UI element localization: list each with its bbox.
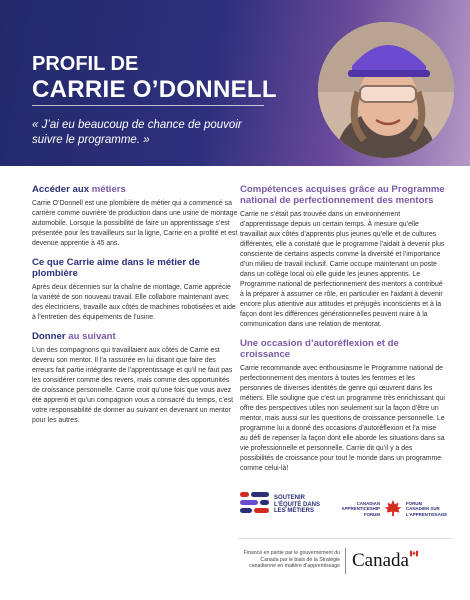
title-divider: [32, 105, 264, 106]
caf-line: CANADIAN: [356, 501, 380, 506]
paragraph-competences: Carrie ne s’était pas trouvée dans un environnement d’apprentissage depuis un certain temps. À mesure qu’elle travaillait aux côtés d’apprentis plus jeunes qu’elle et de cultures différentes, elle a constaté que le programme l’aidait à devenir plus consciente de certains aspects comme la diversité et l’importance d’un milieu de travail inclusif. Carrie occupe maintenant un poste dans un collège local où elle guide les jeunes apprentis. Le Programme national de perfectionnement des mentors a contribué à la préparer à assumer ce rôle, en particulier en l’aidant à devenir encore plus attentive aux attitudes et préjugés inconscients et à la façon dont les différences générationnelles peuvent nuire à la communication dans une relation de mentorat.: [240, 211, 445, 328]
paragraph-acceder-metiers: Carrie O’Donnell est une plombière de métier qui a commencé sa carrière comme ouvrière de production dans une usine de montage automobile. Lorsque la possibilité de faire un apprentissage s’est présentée pour les travailleurs sur la ligne, Carrie en a profité et est devenue apprentie à 45 ans.: [32, 200, 238, 247]
heading-competences: [240, 184, 445, 206]
equite-line: L’ÉQUITÉ DANS: [274, 501, 321, 508]
heading-accent: au suivant: [68, 331, 116, 342]
caf-logo-text-fr: [406, 501, 447, 517]
title-line-2: CARRIE O’DONNELL: [32, 76, 277, 103]
page-title: [32, 52, 277, 102]
heading-autoreflexion: [240, 338, 445, 360]
paragraph-autoreflexion: Carrie recommande avec enthousiasme le Programme national de perfectionnement des mentors à toutes les femmes et les personnes de diverses identités de genre qui œuvrent dans les métiers. Elle souligne que c’est un programme très enrichissant qui offre des perspectives utiles non seulement sur la façon d’être un mentor, mais aussi sur les questions de croissance personnelle. Le programme lui a donné des occasions d’autoréflexion et l’a mise au défi de repenser la façon dont elle aborde les situations dans sa vie professionnelle et personnelle. Carrie dit qu’il y a des possibilités de croissance pour tout le monde dans un programme comme celui-là!: [240, 365, 445, 472]
caf-line: FORUM: [406, 501, 423, 506]
heading-donner-au-suivant: [32, 331, 238, 342]
caf-logo-text-en: [340, 501, 380, 517]
equite-logo-icon: [240, 492, 272, 520]
caf-line: L’APPRENTISSAGE: [406, 511, 448, 517]
heading-text: Accéder aux: [32, 184, 92, 195]
paragraph-donner-au-suivant: L’un des compagnons qui travaillaient aux côtés de Carrie est devenu son mentor. Il l’a rassurée en lui disant que faire des erreurs fait partie intégrante de l’apprentissage et qu’il ne faut pas les considérer comme des revers, mais comme des opportunités de croissance personnelle. Carrie croit qu’une fois que vous avez été apprenti et qu’un compagnon vous a consacré du temps, c’est votre responsabilité de donner au suivant en devenant un mentor pour les autres.: [32, 347, 234, 424]
title-line-1: PROFIL DE: [32, 53, 139, 75]
equite-logo-text: [274, 495, 320, 515]
equite-line: LES MÉTIERS: [274, 508, 315, 514]
portrait-illustration: [318, 22, 454, 158]
maple-leaf-icon: [384, 498, 402, 518]
portrait-photo: [318, 22, 454, 158]
canada-wordmark: [352, 550, 409, 572]
profile-banner: [0, 0, 470, 166]
canada-wordmark-text: Canada: [352, 550, 409, 571]
partner-logos: [238, 486, 453, 530]
heading-accent: métiers: [91, 184, 126, 195]
profile-quote: « J’ai eu beaucoup de chance de pouvoir suivre le programme. »: [32, 119, 242, 146]
heading-accent: Une occasion d’autoréflexion et de croissance: [240, 338, 399, 360]
caf-line: FORUM: [363, 511, 380, 517]
footer-vertical-divider: [345, 548, 346, 574]
canada-flag-icon: [410, 550, 418, 558]
heading-text: Donner: [32, 331, 69, 342]
paragraph-ce-que-carrie-aime: Après deux décennies sur la chaîne de montage, Carrie apprécie la variété de son nouveau travail. Elle collabore maintenant avec des électriciens, travaille aux côtés de machines robotisées et aide à l’entretien des équipements de l’usine.: [32, 284, 236, 321]
footer-divider: [238, 538, 453, 539]
caf-line: APPRENTICESHIP: [341, 506, 380, 512]
left-column: [32, 180, 238, 434]
caf-line: CANADIEN SUR: [406, 506, 440, 512]
heading-accent: Compétences acquises grâce au Programme national de perfectionnement des mentors: [240, 184, 445, 206]
heading-acceder-metiers: [32, 184, 238, 195]
funding-notice: Financé en partie par le gouvernement du Canada par le biais de la Stratégie canadienne en matière d’apprentissage: [243, 550, 340, 569]
right-column: [240, 180, 445, 482]
heading-ce-que-carrie-aime: Ce que Carrie aime dans le métier de plombière: [32, 257, 200, 279]
equite-line: SOUTENIR: [274, 495, 306, 501]
